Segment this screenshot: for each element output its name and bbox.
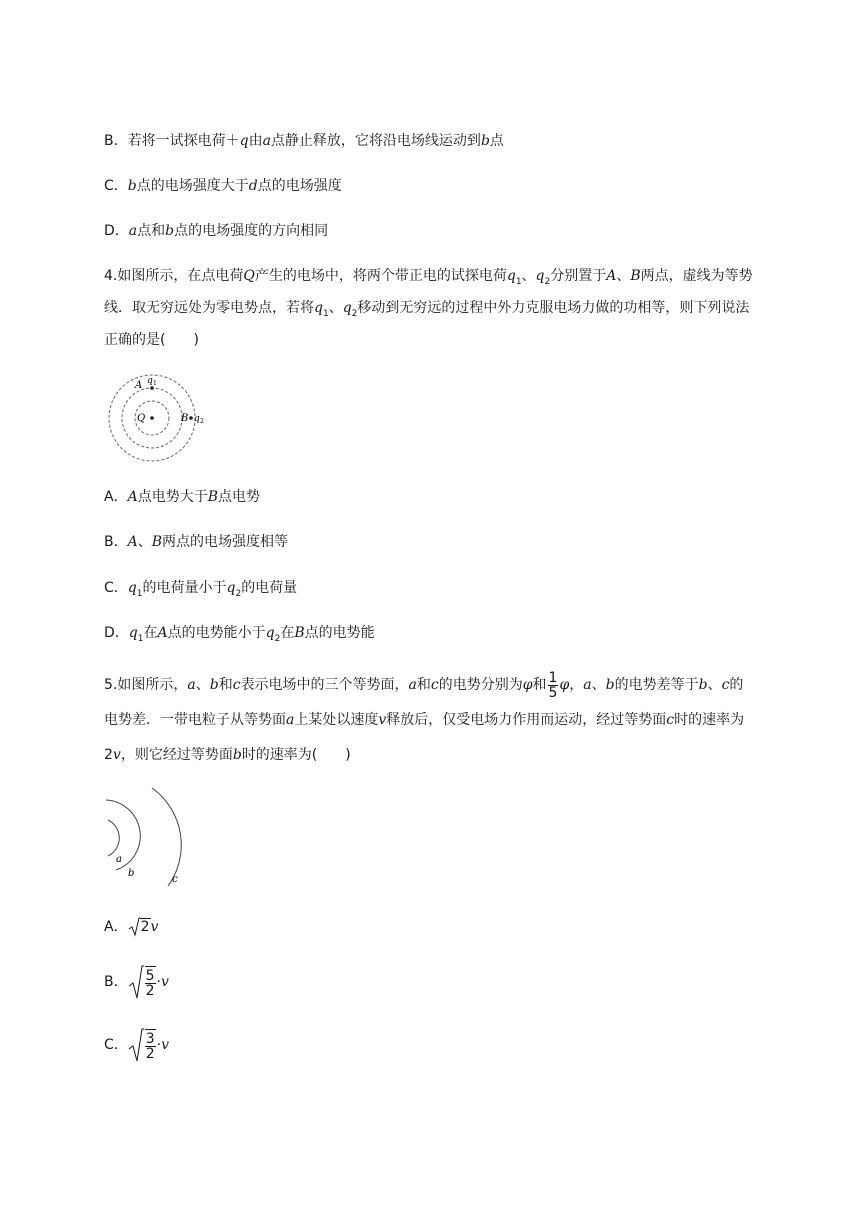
label-q2: q [194,414,200,424]
q5-option-a: A． 2v [104,919,159,935]
q5-stem: 5.如图所示，a、b和c表示电场中的三个等势面，a和c的电势分别为φ和 $\frac{1}{5}$ φ，a、b的电势差等于b、c的电势差．一带电粒子从等势面a上某处以速度v释放后，仅受电场力作用而运动，经过等势面c时的速率为 2v，则它经过等势面b时的速率为( ) [104,669,745,763]
q4-option-c: C．$q_1$的电荷量小于$q_2$的电荷量 [104,580,298,599]
fraction-one-fifth: $\frac{1}{5}$ [548,669,558,701]
q5-option-b: B． $\frac{5}{2}$ ·v [104,964,169,1000]
point-b-dot [189,416,193,420]
q4-stem: 4.如图所示，在点电荷Q产生的电场中，将两个带正电的试探电荷$q_1$、$q_2$分别置于A、B两点，虚线为等势线．取无穷远处为零电势点，若将$q_1$、$q_2$移动到无穷远的过程中外力克服电场力做的功相等，则下列说法正确的是( ) [104,268,753,348]
q4-option-b: B．A、B两点的电场强度相等 [104,534,289,550]
label-q2-sub: 2 [200,418,204,425]
sqrt-sign [128,1027,144,1063]
sqrt-sign [128,964,144,1000]
label-q1: q [147,376,153,386]
q3-option-c: C．b点的电场强度大于d点的电场强度 [104,178,342,194]
label-q: Q [137,413,146,424]
q5-equipotential-arcs-figure [104,786,184,890]
point-charge-q-dot [150,416,154,420]
sqrt-sign [128,917,140,937]
q4-equipotential-figure [104,372,214,464]
q4-option-d: D．$q_1$在A点的电势能小于$q_2$在B点的电势能 [104,625,375,644]
label-q1-sub: 1 [153,380,157,387]
arc-b [106,800,140,870]
label-a: A [135,380,143,391]
q5-option-c: C． $\frac{3}{2}$ ·v [104,1027,169,1063]
q3-option-d: D．a点和b点的电场强度的方向相同 [104,223,329,239]
label-arc-b: b [128,868,135,879]
label-arc-c: c [172,874,178,885]
q4-option-a: A．A点电势大于B点电势 [104,489,260,505]
q3-option-b: B．若将一试探电荷＋q由a点静止释放，它将沿电场线运动到b点 [104,133,504,149]
label-arc-a: a [116,854,122,865]
label-b: B [181,413,189,424]
arc-a [108,820,119,856]
arc-c [152,788,181,886]
